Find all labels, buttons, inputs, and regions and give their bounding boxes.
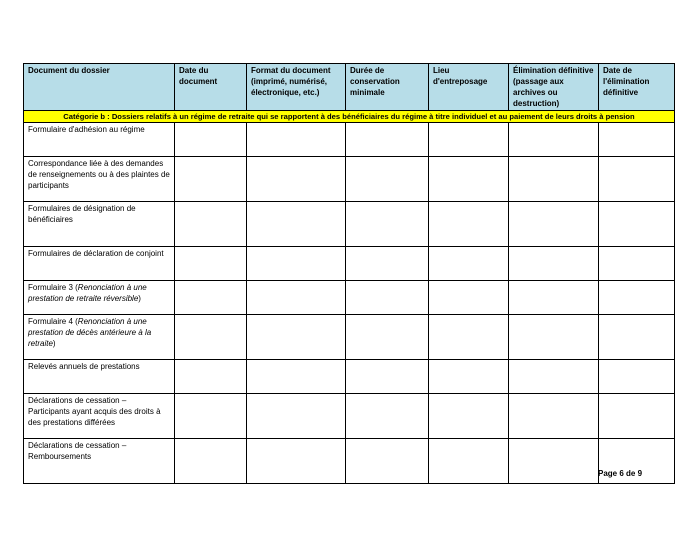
row-document-name: Relevés annuels de prestations (24, 360, 175, 394)
cell-disposal[interactable] (509, 439, 599, 484)
header-disposal-date: Date de l'élimination définitive (599, 64, 675, 111)
table-row (24, 394, 675, 439)
form-suffix: ) (52, 339, 56, 348)
cell-retention[interactable] (346, 360, 429, 394)
form-title-italic: Renonciation à une prestation de retraite réversible (28, 283, 147, 303)
cell-disposal-date[interactable] (599, 281, 675, 315)
cell-disposal[interactable] (509, 157, 599, 202)
cell-date[interactable] (175, 202, 247, 247)
row-document-name: Correspondance liée à des demandes de renseignements ou à des plaintes de participants (24, 157, 175, 202)
table-row (24, 123, 675, 157)
cell-storage[interactable] (429, 281, 509, 315)
cell-storage[interactable] (429, 394, 509, 439)
header-storage: Lieu d'entreposage (429, 64, 509, 111)
cell-format[interactable] (247, 157, 346, 202)
cell-date[interactable] (175, 439, 247, 484)
category-row (24, 111, 675, 123)
cell-storage[interactable] (429, 360, 509, 394)
cell-date[interactable] (175, 360, 247, 394)
cell-disposal[interactable] (509, 394, 599, 439)
header-date: Date du document (175, 64, 247, 111)
row-document-name: Formulaires de déclaration de conjoint (24, 247, 175, 281)
cell-retention[interactable] (346, 281, 429, 315)
cell-retention[interactable] (346, 247, 429, 281)
table-row (24, 439, 675, 484)
row-document-name: Déclarations de cessation – Participants ayant acquis des droits à des prestations différées (24, 394, 175, 439)
cell-date[interactable] (175, 247, 247, 281)
cell-retention[interactable] (346, 315, 429, 360)
header-format: Format du document (imprimé, numérisé, électronique, etc.) (247, 64, 346, 111)
cell-disposal-date[interactable] (599, 394, 675, 439)
cell-retention[interactable] (346, 202, 429, 247)
row-document-name (24, 281, 175, 315)
cell-retention[interactable] (346, 123, 429, 157)
cell-date[interactable] (175, 281, 247, 315)
cell-disposal[interactable] (509, 315, 599, 360)
table-row (24, 202, 675, 247)
cell-disposal-date[interactable] (599, 202, 675, 247)
cell-disposal[interactable] (509, 281, 599, 315)
table-row (24, 360, 675, 394)
table-row (24, 157, 675, 202)
row-document-name: Déclarations de cessation – Remboursements (24, 439, 175, 484)
header-document: Document du dossier (24, 64, 175, 111)
table-row (24, 281, 675, 315)
row-document-name (24, 315, 175, 360)
cell-format[interactable] (247, 360, 346, 394)
cell-disposal-date[interactable] (599, 157, 675, 202)
records-table (23, 63, 675, 484)
cell-format[interactable] (247, 394, 346, 439)
cell-storage[interactable] (429, 157, 509, 202)
page-number: Page 6 de 9 (598, 469, 643, 478)
cell-format[interactable] (247, 247, 346, 281)
cell-storage[interactable] (429, 439, 509, 484)
cell-disposal[interactable] (509, 202, 599, 247)
table-row (24, 315, 675, 360)
cell-format[interactable] (247, 281, 346, 315)
cell-date[interactable] (175, 157, 247, 202)
cell-disposal[interactable] (509, 247, 599, 281)
cell-disposal-date[interactable] (599, 247, 675, 281)
cell-storage[interactable] (429, 247, 509, 281)
header-disposal: Élimination définitive (passage aux archives ou destruction) (509, 64, 599, 111)
cell-disposal[interactable] (509, 123, 599, 157)
form-suffix: ) (138, 294, 141, 303)
form-prefix: Formulaire 4 ( (28, 317, 78, 326)
row-document-name: Formulaires de désignation de bénéficiaires (24, 202, 175, 247)
row-document-name: Formulaire d'adhésion au régime (24, 123, 175, 157)
cell-format[interactable] (247, 202, 346, 247)
cell-format[interactable] (247, 315, 346, 360)
form-title-italic: Renonciation à une prestation de décès antérieure à la retraite (28, 317, 152, 348)
table-row (24, 247, 675, 281)
cell-retention[interactable] (346, 157, 429, 202)
header-retention: Durée de conservation minimale (346, 64, 429, 111)
cell-date[interactable] (175, 123, 247, 157)
cell-date[interactable] (175, 394, 247, 439)
cell-storage[interactable] (429, 202, 509, 247)
form-prefix: Formulaire 3 ( (28, 283, 78, 292)
cell-date[interactable] (175, 315, 247, 360)
cell-disposal-date[interactable] (599, 360, 675, 394)
cell-retention[interactable] (346, 394, 429, 439)
cell-disposal[interactable] (509, 360, 599, 394)
cell-disposal-date[interactable] (599, 123, 675, 157)
cell-format[interactable] (247, 123, 346, 157)
cell-disposal-date[interactable] (599, 315, 675, 360)
header-row (24, 64, 675, 111)
cell-format[interactable] (247, 439, 346, 484)
category-label: Catégorie b : Dossiers relatifs à un régime de retraite qui se rapportent à des bénéficiaires du régime à titre individuel et au paiement de leurs droits à pension (24, 111, 675, 123)
cell-storage[interactable] (429, 315, 509, 360)
cell-storage[interactable] (429, 123, 509, 157)
cell-retention[interactable] (346, 439, 429, 484)
